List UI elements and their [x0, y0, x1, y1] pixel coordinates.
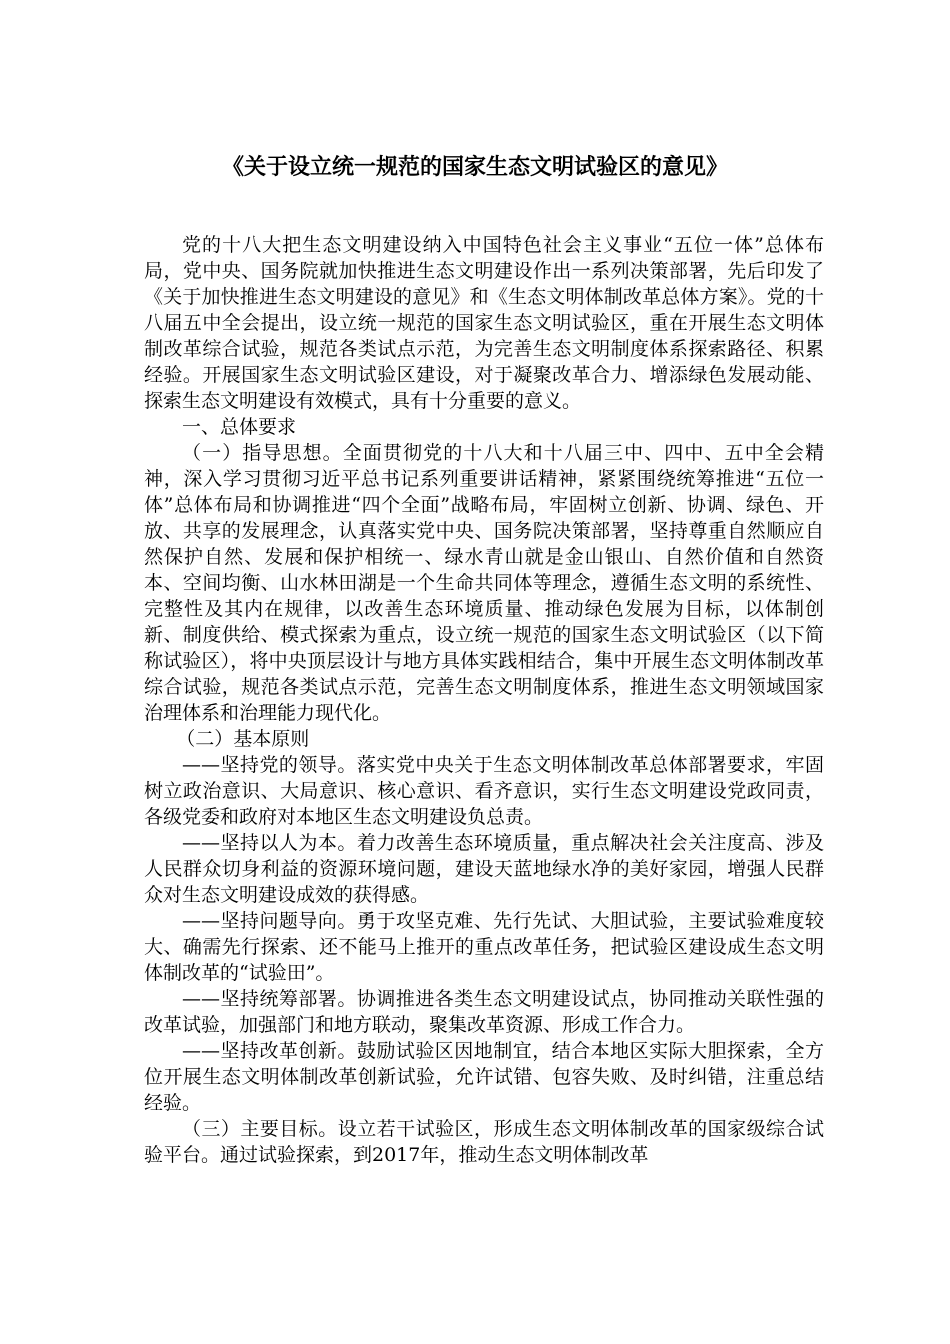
principle-problem-oriented: ——坚持问题导向。勇于攻坚克难、先行先试、大胆试验，主要试验难度较大、确需先行探索、还不能马上推开的重点改革任务，把试验区建设成生态文明体制改革的“试验田”。 — [144, 910, 824, 984]
guiding-thought-paragraph: （一）指导思想。全面贯彻党的十八大和十八届三中、四中、五中全会精神，深入学习贯彻习近平总书记系列重要讲话精神，紧紧围绕统筹推进“五位一体”总体布局和协调推进“四个全面”战略布局，牢固树立创新、协调、绿色、开放、共享的发展理念，认真落实党中央、国务院决策部署，坚持尊重自然顺应自然保护自然、发展和保护相统一、绿水青山就是金山银山、自然价值和自然资本、空间均衡、山水林田湖是一个生命共同体等理念，遵循生态文明的系统性、完整性及其内在规律，以改善生态环境质量、推动绿色发展为目标，以体制创新、制度供给、模式探索为重点，设立统一规范的国家生态文明试验区（以下简称试验区），将中央顶层设计与地方具体实践相结合，集中开展生态文明体制改革综合试验，规范各类试点示范，完善生态文明制度体系，推进生态文明领域国家治理体系和治理能力现代化。 — [144, 442, 824, 724]
document-body — [144, 232, 824, 1168]
main-goals-paragraph: （三）主要目标。设立若干试验区，形成生态文明体制改革的国家级综合试验平台。通过试验探索，到2017年，推动生态文明体制改革 — [144, 1118, 824, 1166]
basic-principles-heading: （二）基本原则 — [176, 728, 310, 750]
intro-paragraph: 党的十八大把生态文明建设纳入中国特色社会主义事业“五位一体”总体布局，党中央、国务院就加快推进生态文明建设作出一系列决策部署，先后印发了《关于加快推进生态文明建设的意见》和《生态文明体制改革总体方案》。党的十八届五中全会提出，设立统一规范的国家生态文明试验区，重在开展生态文明体制改革综合试验，规范各类试点示范，为完善生态文明制度体系探索路径、积累经验。开展国家生态文明试验区建设，对于凝聚改革合力、增添绿色发展动能、探索生态文明建设有效模式，具有十分重要的意义。 — [144, 234, 824, 412]
principle-party-leadership: ——坚持党的领导。落实党中央关于生态文明体制改革总体部署要求，牢固树立政治意识、大局意识、核心意识、看齐意识，实行生态文明建设党政同责，各级党委和政府对本地区生态文明建设负总责。 — [144, 754, 824, 828]
principle-people-oriented: ——坚持以人为本。着力改善生态环境质量，重点解决社会关注度高、涉及人民群众切身利益的资源环境问题，建设天蓝地绿水净的美好家园，增强人民群众对生态文明建设成效的获得感。 — [144, 832, 824, 906]
section-heading-general-requirements: 一、总体要求 — [182, 416, 297, 438]
principle-overall-planning: ——坚持统筹部署。协调推进各类生态文明建设试点，协同推动关联性强的改革试验，加强部门和地方联动，聚集改革资源、形成工作合力。 — [144, 988, 824, 1036]
principle-reform-innovation: ——坚持改革创新。鼓励试验区因地制宜，结合本地区实际大胆探索，全方位开展生态文明体制改革创新试验，允许试错、包容失败、及时纠错，注重总结经验。 — [144, 1040, 824, 1114]
document-title: 《关于设立统一规范的国家生态文明试验区的意见》 — [221, 155, 728, 180]
